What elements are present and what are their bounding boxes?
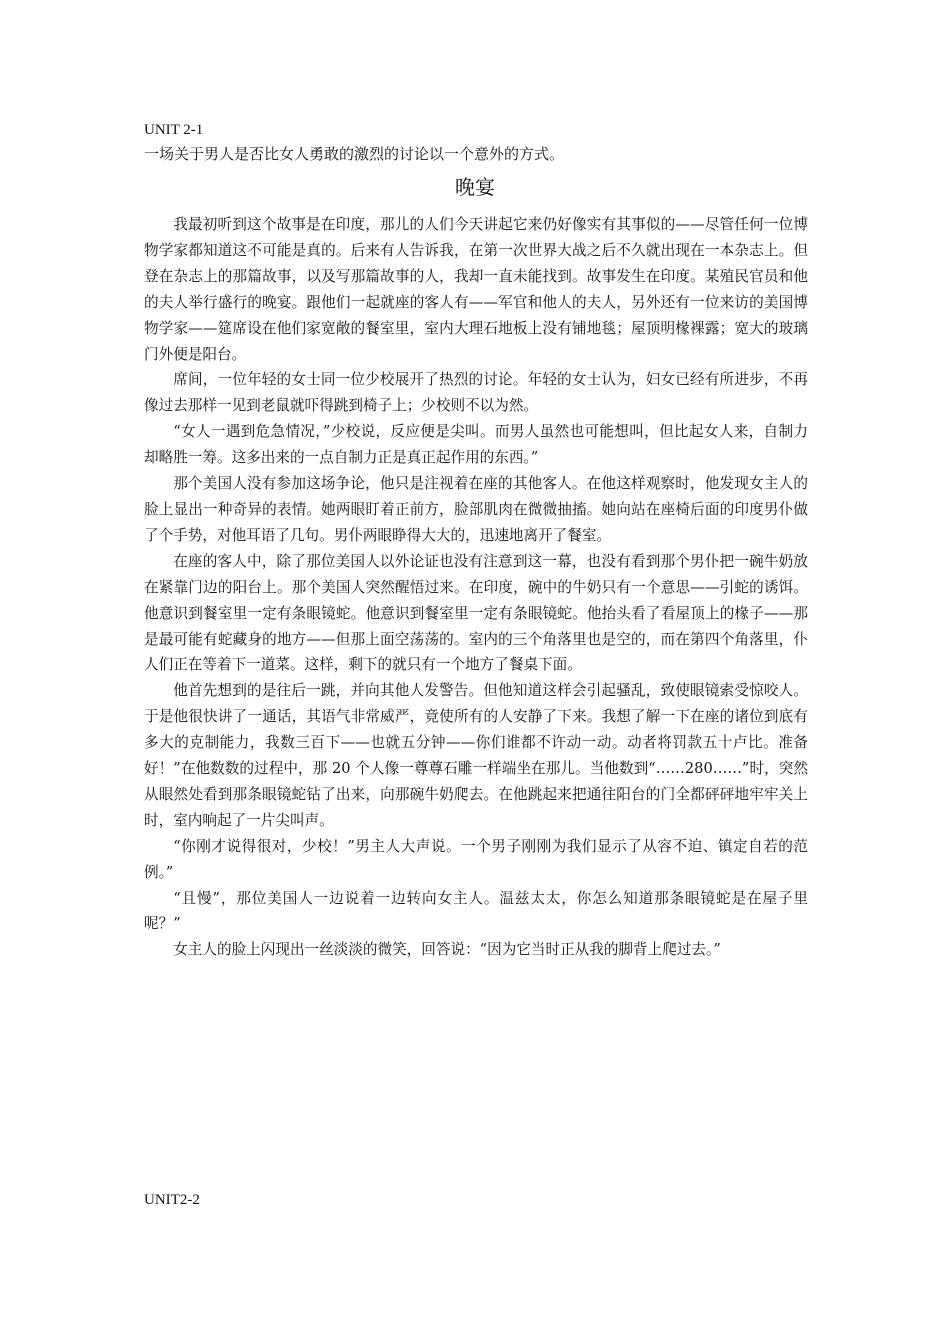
paragraph: 席间，一位年轻的女士同一位少校展开了热烈的讨论。年轻的女士认为，妇女已经有所进步，不再像过去那样一见到老鼠就吓得跳到椅子上；少校则不以为然。 [144,371,808,415]
paragraph: 那个美国人没有参加这场争论，他只是注视着在座的其他客人。在他这样观察时，他发现女主人的脸上显出一种奇异的表情。她两眼盯着正前方，脸部肌肉在微微抽搐。她向站在座椅后面的印度男仆做了个手势，对他耳语了几句。男仆两眼睁得大大的，迅速地离开了餐室。 [144,475,808,544]
paragraph: 在座的客人中，除了那位美国人以外论证也没有注意到这一幕，也没有看到那个男仆把一碗牛奶放在紧靠门边的阳台上。那个美国人突然醒悟过来。在印度，碗中的牛奶只有一个意思——引蛇的诱饵。他意识到餐室里一定有条眼镜蛇。他意识到餐室里一定有条眼镜蛇。他抬头看了看屋顶上的椽子——那是最可能有蛇藏身的地方——但那上面空荡荡的。室内的三个角落里也是空的，而在第四个角落里，仆人们正在等着下一道菜。这样，剩下的就只有一个地方了餐桌下面。 [144,552,808,674]
paragraph: 我最初听到这个故事是在印度，那儿的人们今天讲起它来仍好像实有其事似的——尽管任何一位博物学家都知道这不可能是真的。后来有人告诉我，在第一次世界大战之后不久就出现在一本杂志上。但登在杂志上的那篇故事，以及写那篇故事的人，我却一直未能找到。故事发生在印度。某殖民官员和他的夫人举行盛行的晚宴。跟他们一起就座的客人有——军官和他人的夫人，另外还有一位来访的美国博物学家——筵席设在他们家宽敞的餐室里，室内大理石地板上没有铺地毯；屋顶明椽裸露；宽大的玻璃门外便是阳台。 [144,216,808,363]
paragraph: “且慢”，那位美国人一边说着一边转向女主人。温兹太太，你怎么知道那条眼镜蛇是在屋子里呢？” [144,889,808,933]
next-unit-label: UNIT2-2 [144,1192,200,1208]
story-body [144,212,808,963]
paragraph: 他首先想到的是往后一跳，并向其他人发警告。但他知道这样会引起骚乱，致使眼镜索受惊咬人。于是他很快讲了一通话，其语气非常威严，竟使所有的人安静了下来。我想了解一下在座的诸位到底有多大的克制能力，我数三百下——也就五分钟——你们谁都不许动一动。动者将罚款五十卢比。准备好！”在他数数的过程中，那 20 个人像一尊尊石雕一样端坐在那儿。当他数到“……280……”时，突然从眼然处看到那条眼镜蛇钻了出来，向那碗牛奶爬去。在他跳起来把通往阳台的门全都砰砰地牢牢关上时，室内响起了一片尖叫声。 [144,682,808,829]
story-subtitle: 一场关于男人是否比女人勇敢的激烈的讨论以一个意外的方式。 [144,145,565,163]
paragraph: “女人一遇到危急情况，”少校说，反应便是尖叫。而男人虽然也可能想叫，但比起女人来，自制力却略胜一筹。这多出来的一点自制力正是真正起作用的东西。” [144,423,808,467]
paragraph: “你刚才说得很对，少校！”男主人大声说。一个男子刚刚为我们显示了从容不迫、镇定自若的范例。” [144,837,808,881]
paragraph: 女主人的脸上闪现出一丝淡淡的微笑，回答说：“因为它当时正从我的脚背上爬过去。” [173,941,721,959]
story-title: 晚宴 [455,175,495,199]
unit-label: UNIT 2-1 [144,122,204,138]
